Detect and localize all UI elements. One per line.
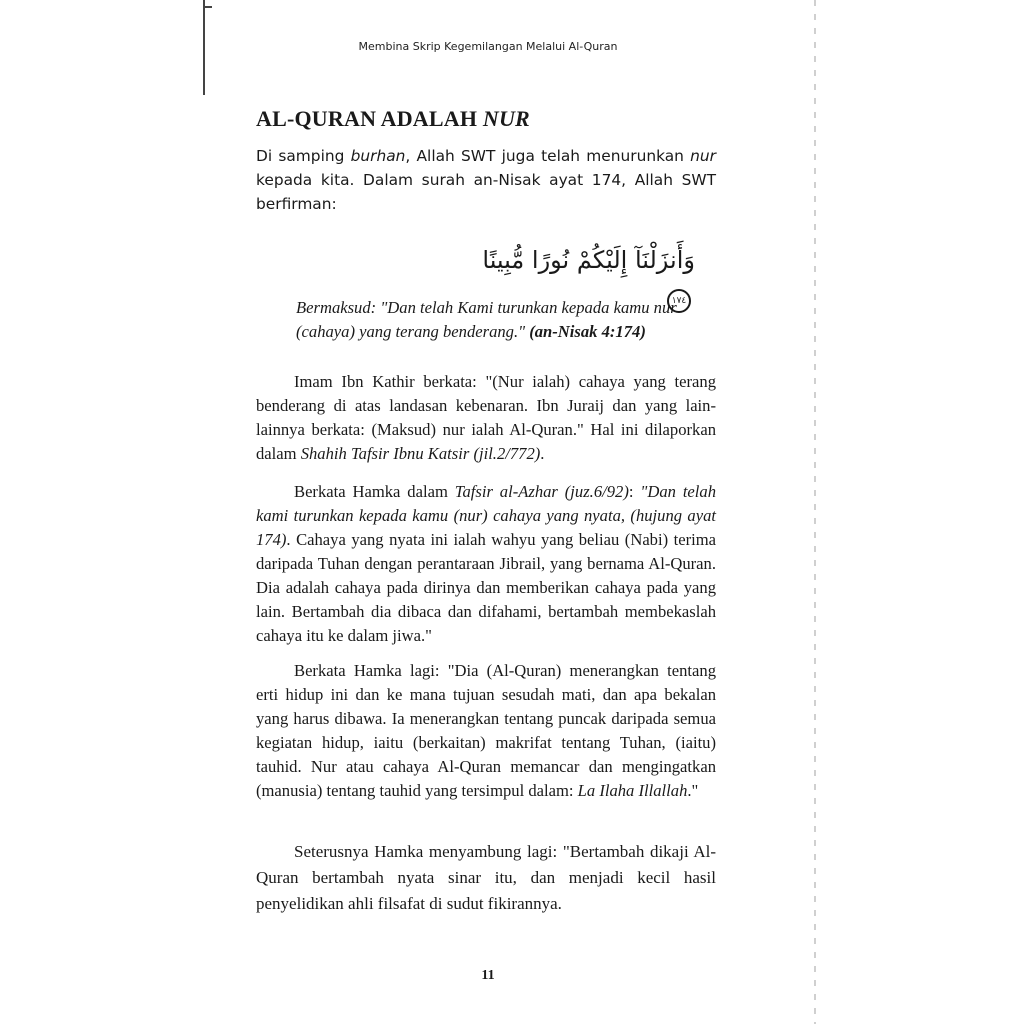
paragraph-text: Seterusnya Hamka menyambung lagi: "Bertambah dikaji Al-Quran bertambah nyata sinar itu, dan menjadi kecil hasil penyelidikan ahli filsafat di sudut fikirannya. [256,842,716,913]
intro-text-2: , Allah SWT juga telah menurunkan [405,147,691,165]
paragraph-hamka-lagi [256,659,716,803]
source-citation: Shahih Tafsir Ibnu Katsir (jil.2/772) [300,444,541,463]
intro-text-3: kepada kita. Dalam surah an-Nisak ayat 174, Allah SWT berfirman: [256,171,716,213]
paragraph-hamka-sambung [256,839,716,917]
intro-term-nur: nur [690,147,716,165]
paragraph-ibn-kathir [256,370,716,466]
section-title-main: AL-QURAN ADALAH [256,106,483,131]
paragraph-lead: Berkata Hamka dalam [294,482,455,501]
scan-border-corner [203,6,212,8]
intro-term-burhan: burhan [350,147,406,165]
page-number: 11 [481,968,495,983]
section-title [256,106,530,132]
intro-text-1: Di samping [256,147,351,165]
paragraph-text: . Cahaya yang nyata ini ialah wahyu yang beliau (Nabi) terima daripada Tuhan dengan perantaraan Jibrail, yang bernama Al-Quran. Dia adalah cahaya pada dirinya dan memberikan cahaya pada yang lain. Bertambah dia dibaca dan difahami, bertambah membekaslah cahaya itu ke dalam jiwa." [256,530,716,645]
paragraph-end: ." [687,781,699,800]
paragraph-punctuation: : [628,482,641,501]
ayah-number-marker: ١٧٤ [667,289,691,313]
paragraph-end: . [540,444,545,463]
paragraph-hamka-azhar [256,480,716,648]
scan-border-left [203,0,205,95]
quoted-verse: "Dan telah kami turunkan kepada kamu (nur) cahaya yang nyata, (hujung ayat 174) [256,482,716,549]
translation-reference: (an-Nisak 4:174) [529,322,646,341]
tauhid-phrase: La Ilaha Illallah [577,781,688,800]
translation-text: Bermaksud: "Dan telah Kami turunkan kepada kamu nur (cahaya) yang terang benderang." [296,298,677,341]
paragraph-text: Berkata Hamka lagi: "Dia (Al-Quran) menerangkan tentang erti hidup ini dan ke mana tujuan sesudah mati, dan apa bekalan yang harus dibawa. Ia menerangkan tentang puncak daripada semua kegiatan hidup, iaitu (berkaitan) makrifat tentang Tuhan, (iaitu) tauhid. Nur atau cahaya Al-Quran memancar dan mengingatkan (manusia) tentang tauhid yang tersimpul dalam: [256,661,716,800]
running-header: Membina Skrip Kegemilangan Melalui Al-Quran [358,40,618,53]
scan-border-right [814,0,816,1024]
paragraph-text: Imam Ibn Kathir berkata: "(Nur ialah) cahaya yang terang benderang di atas landasan kebenaran. Ibn Juraij dan yang lain-lainnya berkata: (Maksud) nur ialah Al-Quran." Hal ini dilaporkan dalam [256,372,716,463]
section-title-emphasis: NUR [482,106,530,131]
verse-arabic-text: وَأَنزَلْنَآ إِلَيْكُمْ نُورًا مُّبِينًا [482,246,695,274]
intro-paragraph [256,144,716,216]
source-citation: Tafsir al-Azhar (juz.6/92) [454,482,629,501]
verse-translation [296,296,716,344]
